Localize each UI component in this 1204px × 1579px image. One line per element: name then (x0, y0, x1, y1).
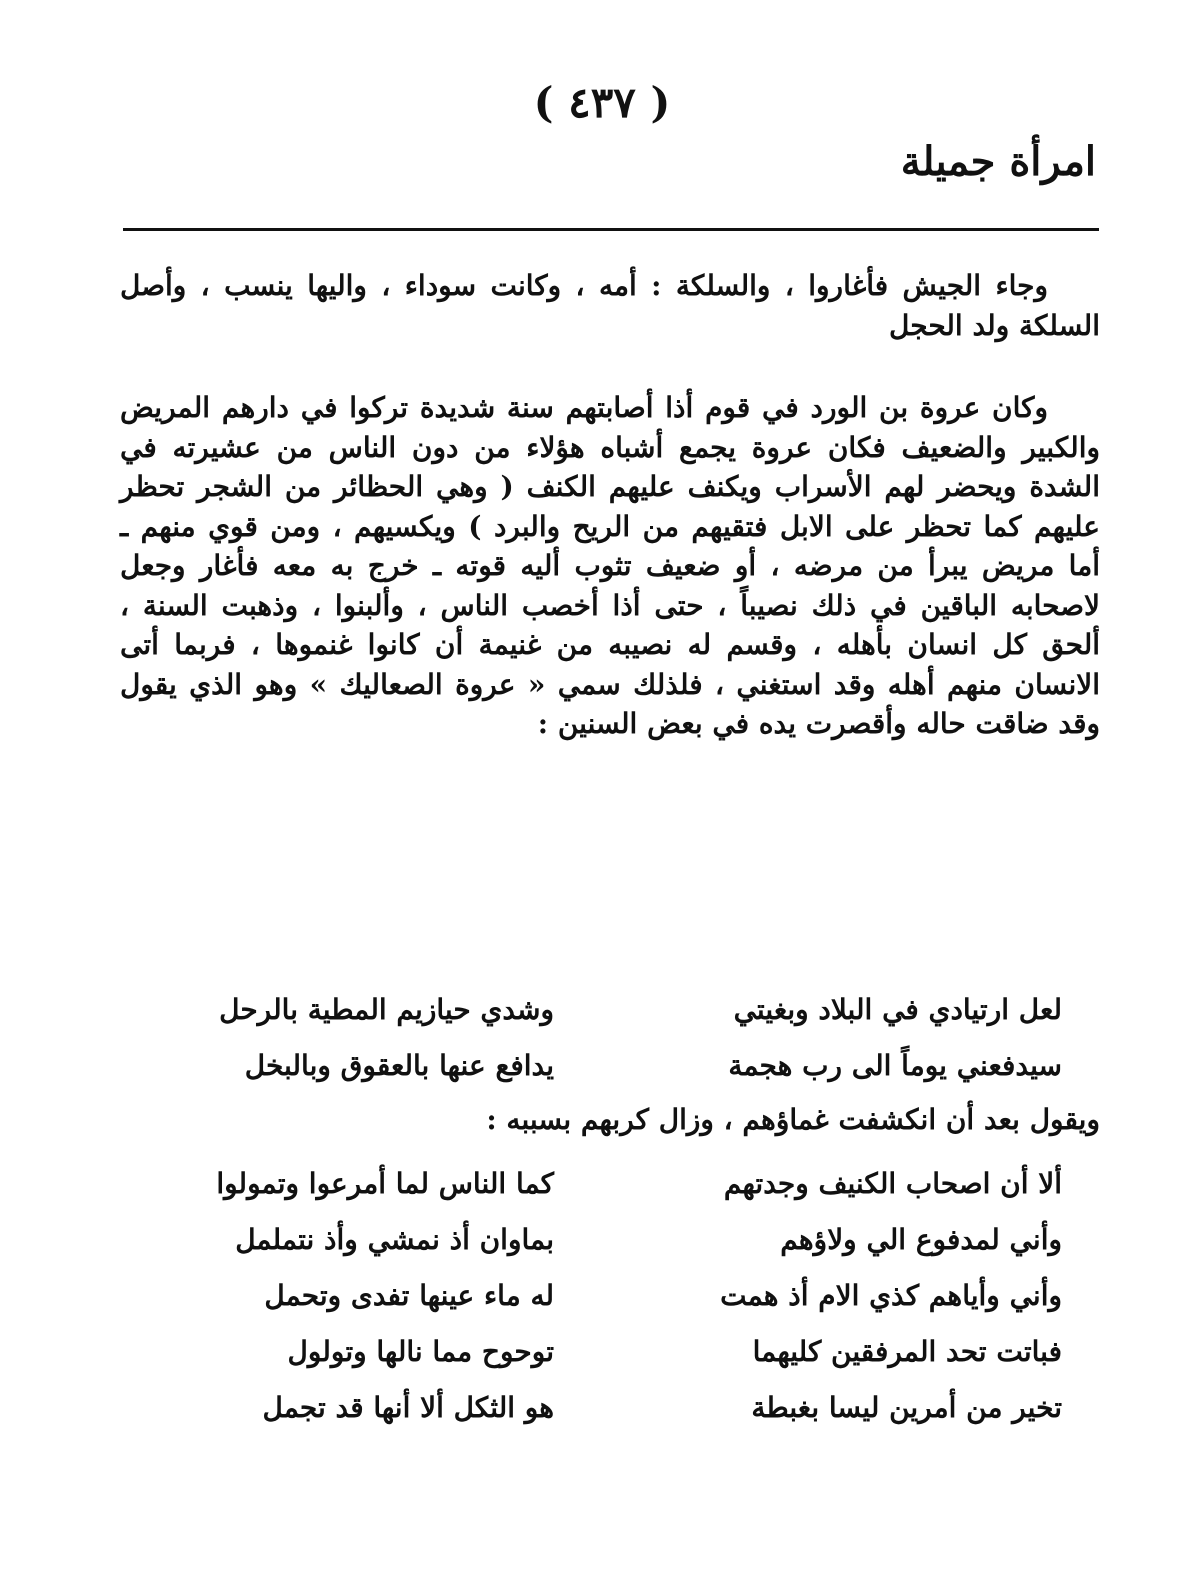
paragraph: وجاء الجيش فأغاروا ، والسلكة : أمه ، وكانت سوداء ، واليها ينسب ، وأصل السلكة ولد الحجل (120, 269, 1100, 342)
second-hemistich: هو الثكل ألا أنها قد تجمل (262, 1391, 554, 1424)
first-hemistich: وأني وأياهم كذي الام أذ همت (720, 1279, 1062, 1312)
verse-line (124, 1038, 1074, 1094)
verse-line (124, 1380, 1074, 1436)
verse-line (124, 1156, 1074, 1212)
page-number: ( ٤٣٧ ) (533, 78, 671, 127)
second-hemistich: له ماء عينها تفدى وتحمل (264, 1279, 554, 1312)
poem (124, 1156, 1074, 1436)
header-rule (123, 228, 1099, 231)
poem (124, 982, 1074, 1094)
paragraph: وكان عروة بن الورد في قوم أذا أصابتهم سنة شديدة تركوا في دارهم المريض والكبير والضعيف فكان عروة يجمع أشباه هؤلاء من دون الناس من عشيرته في الشدة ويحضر لهم الأسراب ويكنف عليهم الكنف ( وهي الحظائر من الشجر تحظر عليهم كما تحظر على الابل فتقيهم من الريح والبرد ) ويكسيهم ، ومن قوي منهم ـ أما مريض يبرأ من مرضه ، أو ضعيف تثوب أليه قوته ـ خرج به معه فأغار وجعل لاصحابه الباقين في ذلك نصيباً ، حتى أذا أخصب الناس ، وألبنوا ، وذهبت السنة ، ألحق كل انسان بأهله ، وقسم له نصيبه من غنيمة أن كانوا غنموها ، فربما أتى الانسان منهم أهله وقد استغني ، فلذلك سمي « عروة الصعاليك » وهو الذي يقول وقد ضاقت حاله وأقصرت يده في بعض السنين : (120, 391, 1100, 740)
second-hemistich: بماوان أذ نمشي وأذ نتململ (235, 1223, 554, 1256)
verse-line (124, 982, 1074, 1038)
second-hemistich: يدافع عنها بالعقوق وبالبخل (244, 1049, 554, 1082)
verse-line (124, 1268, 1074, 1324)
poem-intro: ويقول بعد أن انكشفت غماؤهم ، وزال كربهم بسببه : (486, 1103, 1100, 1136)
second-hemistich: توحوح مما نالها وتولول (287, 1335, 554, 1368)
verse-line (124, 1324, 1074, 1380)
second-hemistich: وشدي حيازيم المطية بالرحل (219, 993, 554, 1026)
first-hemistich: وأني لمدفوع الي ولاؤهم (780, 1223, 1062, 1256)
first-hemistich: سيدفعني يوماً الى رب هجمة (728, 1049, 1062, 1082)
first-hemistich: ألا أن اصحاب الكنيف وجدتهم (723, 1167, 1062, 1200)
first-hemistich: تخير من أمرين ليسا بغبطة (751, 1391, 1062, 1424)
second-hemistich: كما الناس لما أمرعوا وتمولوا (216, 1167, 554, 1200)
first-hemistich: لعل ارتيادي في البلاد وبغيتي (733, 993, 1062, 1026)
first-hemistich: فباتت تحد المرفقين كليهما (752, 1335, 1062, 1368)
running-head: امرأة جميلة (900, 138, 1096, 185)
verse-line (124, 1212, 1074, 1268)
